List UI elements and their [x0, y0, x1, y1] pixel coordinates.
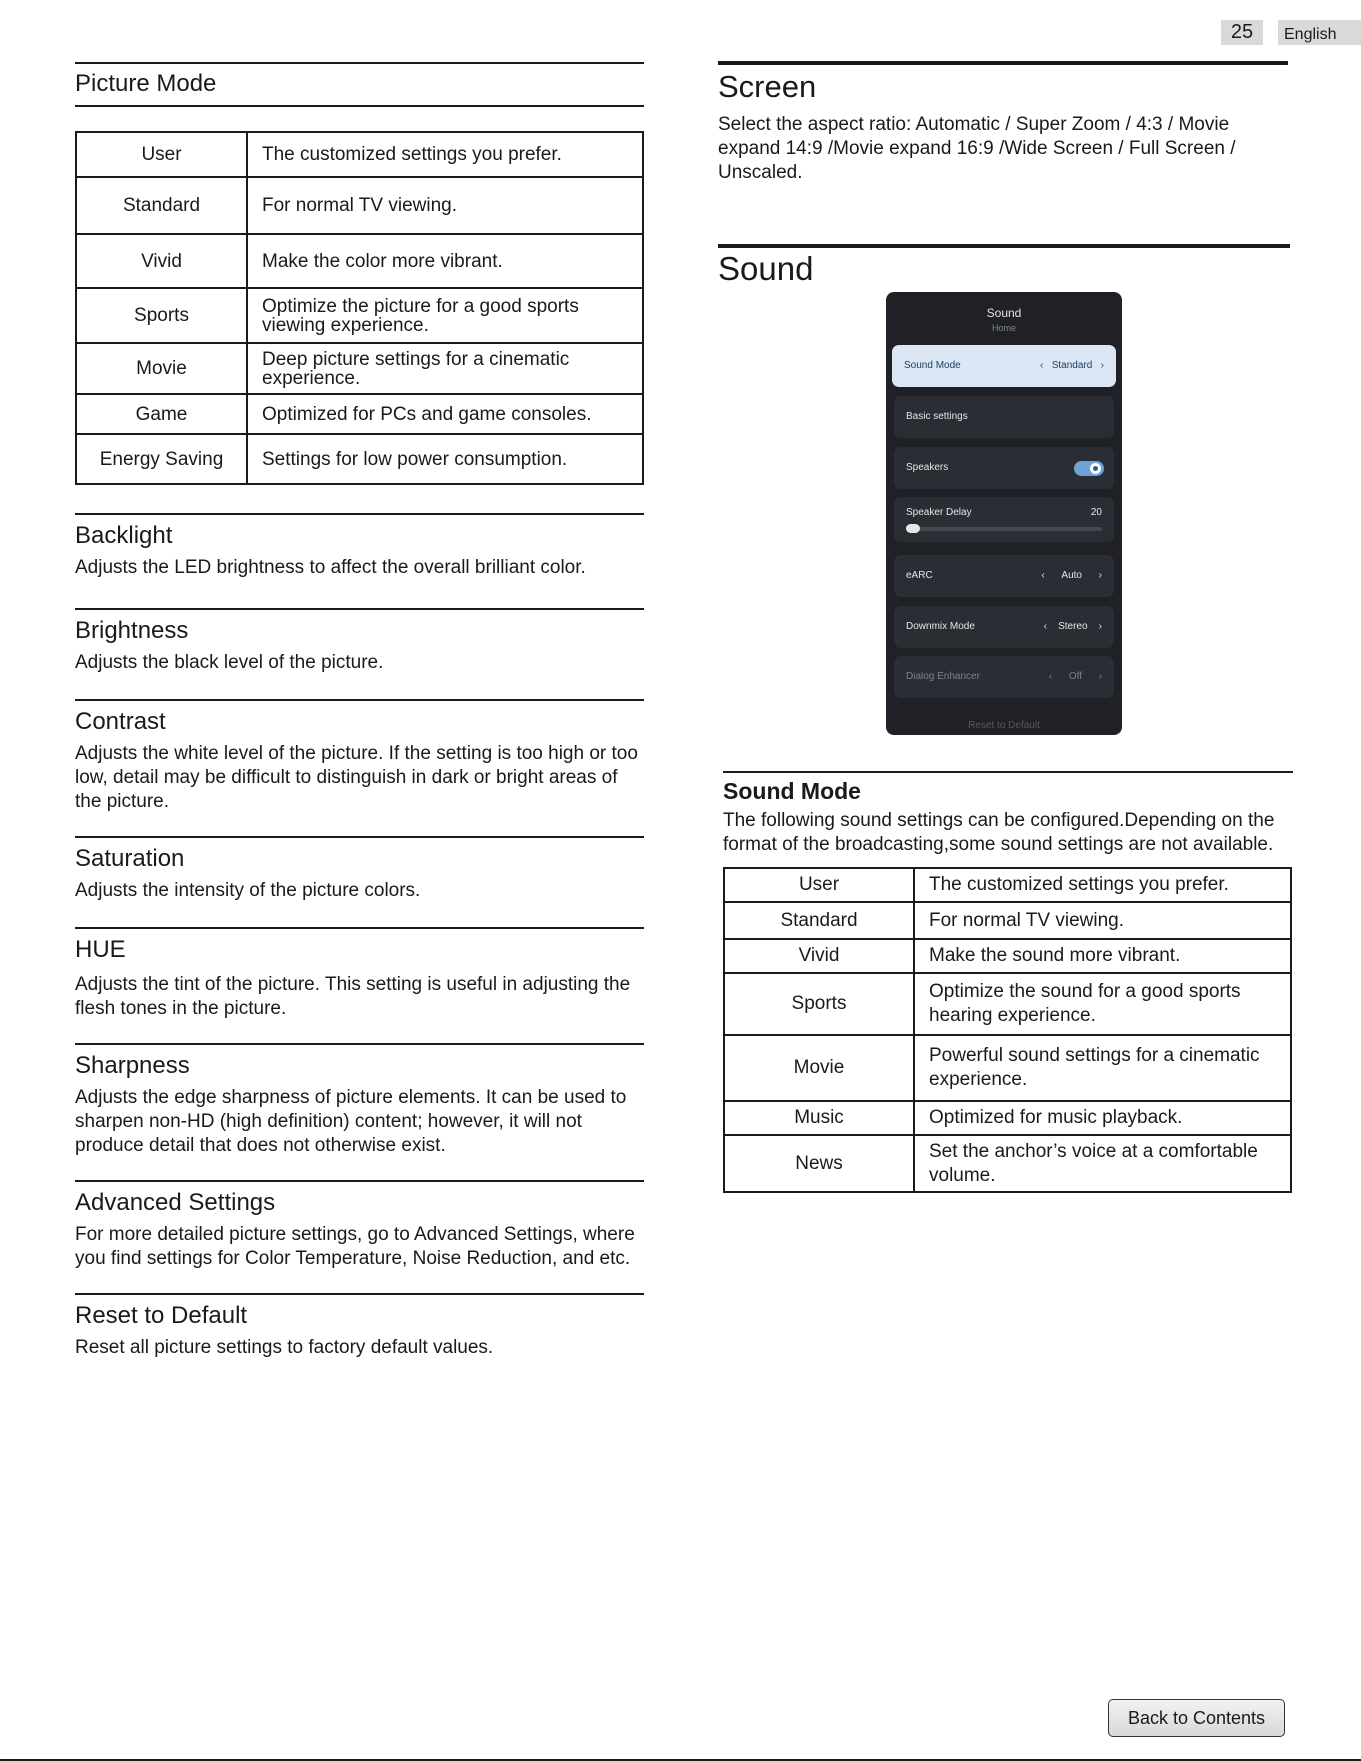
- mode-name: Vivid: [724, 939, 914, 973]
- section-text: For more detailed picture settings, go to Advanced Settings, where you find settings for Color Temperature, Noise Reduction, and etc.: [75, 1224, 635, 1269]
- table-row: [76, 434, 643, 484]
- mode-description: Optimize the sound for a good sports hearing experience.: [914, 973, 1291, 1035]
- toggle-knob: [1090, 463, 1101, 474]
- menu-item-label: Downmix Mode: [906, 621, 975, 632]
- arrow-left-icon: ‹: [1041, 570, 1045, 581]
- speaker-delay-slider[interactable]: [906, 527, 1102, 531]
- table-row: [76, 394, 643, 434]
- section-title: Brightness: [75, 617, 189, 644]
- table-row: [724, 1101, 1291, 1135]
- menu-item-value: Off: [1068, 671, 1082, 682]
- sound-mode-title: Sound Mode: [723, 778, 861, 804]
- mode-selector: [1044, 621, 1102, 632]
- mode-name: Vivid: [76, 234, 247, 288]
- mode-name: Music: [724, 1101, 914, 1135]
- menu-breadcrumb: Home: [991, 323, 1016, 333]
- backlight-section: [75, 513, 644, 580]
- section-text: Adjusts the black level of the picture.: [75, 652, 384, 673]
- arrow-right-icon: ›: [1100, 360, 1104, 371]
- mode-description: Make the sound more vibrant.: [914, 939, 1291, 973]
- menu-item-dialog-enhancer[interactable]: [894, 656, 1114, 698]
- table-row: [724, 973, 1291, 1035]
- contrast-section: [75, 699, 644, 814]
- picture-mode-table: [75, 131, 644, 485]
- menu-item-sound-mode[interactable]: [892, 345, 1116, 387]
- tv-sound-menu: [886, 292, 1122, 735]
- mode-selector: [1041, 570, 1102, 581]
- sound-mode-section: [723, 771, 1293, 1193]
- menu-item-earc[interactable]: [894, 555, 1114, 597]
- section-title: Saturation: [75, 845, 185, 872]
- mode-name: Movie: [724, 1035, 914, 1101]
- menu-item-label: Speaker Delay: [906, 507, 972, 518]
- mode-description: Optimize the picture for a good sports viewing experience.: [247, 288, 643, 343]
- mode-description: Optimized for PCs and game consoles.: [247, 394, 643, 434]
- menu-item-label: Dialog Enhancer: [906, 671, 980, 682]
- table-row: [724, 902, 1291, 939]
- sound-title: Sound: [718, 250, 814, 287]
- mode-name: Game: [76, 394, 247, 434]
- language-tab: English: [1278, 20, 1361, 45]
- table-row: [76, 288, 643, 343]
- section-text: Reset all picture settings to factory default values.: [75, 1337, 494, 1358]
- table-row: [76, 132, 643, 177]
- menu-item-reset[interactable]: Reset to Default: [968, 720, 1040, 731]
- mode-name: Energy Saving: [76, 434, 247, 484]
- screen-text: Select the aspect ratio: Automatic / Super Zoom / 4:3 / Movie expand 14:9 /Movie expand 16:9 /Wide Screen / Full Screen / Unscaled.: [718, 114, 1236, 183]
- mode-name: User: [76, 132, 247, 177]
- arrow-right-icon: ›: [1098, 671, 1102, 682]
- mode-name: Standard: [76, 177, 247, 234]
- menu-item-value: Standard: [1051, 360, 1093, 371]
- section-title: Reset to Default: [75, 1302, 248, 1329]
- mode-description: Deep picture settings for a cinematic experience.: [247, 343, 643, 394]
- section-text: Adjusts the LED brightness to affect the overall brilliant color.: [75, 557, 586, 578]
- advanced-settings-section: [75, 1180, 644, 1271]
- table-row: [724, 939, 1291, 973]
- section-title: Sharpness: [75, 1052, 190, 1079]
- section-title: Advanced Settings: [75, 1189, 276, 1216]
- mode-name: News: [724, 1135, 914, 1192]
- menu-item-speaker-delay[interactable]: [894, 497, 1114, 542]
- hue-section: [75, 927, 644, 1021]
- saturation-section: [75, 836, 644, 903]
- mode-description: Powerful sound settings for a cinematic experience.: [914, 1035, 1291, 1101]
- arrow-right-icon: ›: [1098, 621, 1102, 632]
- table-row: [724, 1035, 1291, 1101]
- menu-item-value: Auto: [1061, 570, 1082, 581]
- menu-item-label: Basic settings: [906, 411, 968, 422]
- reset-section: [75, 1293, 644, 1360]
- table-row: [724, 868, 1291, 902]
- menu-item-value: 20: [1090, 507, 1102, 518]
- section-title: HUE: [75, 936, 126, 963]
- sharpness-section: [75, 1043, 644, 1158]
- mode-selector: [1040, 360, 1104, 371]
- mode-name: Sports: [76, 288, 247, 343]
- speakers-toggle[interactable]: [1074, 461, 1104, 476]
- brightness-section: [75, 608, 644, 675]
- left-column: [75, 62, 644, 1360]
- sound-mode-text: The following sound settings can be configured.Depending on the format of the broadcasting,some sound settings are not available.: [723, 810, 1275, 855]
- screen-title: Screen: [718, 69, 817, 104]
- table-row: [76, 343, 643, 394]
- page-number: 25: [1221, 20, 1263, 45]
- mode-name: Sports: [724, 973, 914, 1035]
- mode-selector: [1049, 671, 1102, 682]
- menu-item-value: Stereo: [1058, 621, 1088, 632]
- mode-name: Standard: [724, 902, 914, 939]
- menu-item-label: Sound Mode: [904, 360, 961, 371]
- mode-description: The customized settings you prefer.: [247, 132, 643, 177]
- table-row: [76, 177, 643, 234]
- table-row: [76, 234, 643, 288]
- sound-mode-table: [723, 867, 1292, 1193]
- menu-item-speakers[interactable]: [894, 447, 1114, 489]
- menu-item-downmix-mode[interactable]: [894, 606, 1114, 648]
- arrow-left-icon: ‹: [1040, 360, 1044, 371]
- mode-name: User: [724, 868, 914, 902]
- arrow-left-icon: ‹: [1048, 671, 1053, 682]
- menu-item-label: eARC: [906, 570, 933, 581]
- right-column: [718, 61, 1291, 288]
- slider-handle[interactable]: [906, 524, 920, 533]
- arrow-right-icon: ›: [1098, 570, 1102, 581]
- mode-description: For normal TV viewing.: [914, 902, 1291, 939]
- table-row: [724, 1135, 1291, 1192]
- section-text: Adjusts the edge sharpness of picture elements. It can be used to sharpen non-HD (high definition) content; however, it will not produce detail that does not otherwise exist.: [75, 1087, 627, 1156]
- back-to-contents-button[interactable]: Back to Contents: [1108, 1699, 1285, 1737]
- section-text: Adjusts the white level of the picture. If the setting is too high or too low, detail may be difficult to distinguish in dark or bright areas of the picture.: [75, 743, 638, 812]
- section-title: Contrast: [75, 708, 166, 735]
- mode-name: Movie: [76, 343, 247, 394]
- menu-title: Sound: [986, 306, 1022, 320]
- mode-description: For normal TV viewing.: [247, 177, 643, 234]
- mode-description: Set the anchor’s voice at a comfortable volume.: [914, 1135, 1291, 1192]
- mode-description: Make the color more vibrant.: [247, 234, 643, 288]
- mode-description: The customized settings you prefer.: [914, 868, 1291, 902]
- section-title: Backlight: [75, 522, 173, 549]
- arrow-left-icon: ‹: [1043, 621, 1047, 632]
- picture-mode-title: Picture Mode: [75, 62, 644, 107]
- menu-item-label: Speakers: [906, 462, 949, 473]
- section-text: Adjusts the intensity of the picture colors.: [75, 880, 421, 901]
- mode-description: Settings for low power consumption.: [247, 434, 643, 484]
- mode-description: Optimized for music playback.: [914, 1101, 1291, 1135]
- menu-item-basic-settings[interactable]: [894, 396, 1114, 438]
- section-text: Adjusts the tint of the picture. This setting is useful in adjusting the flesh tones in the picture.: [75, 974, 631, 1019]
